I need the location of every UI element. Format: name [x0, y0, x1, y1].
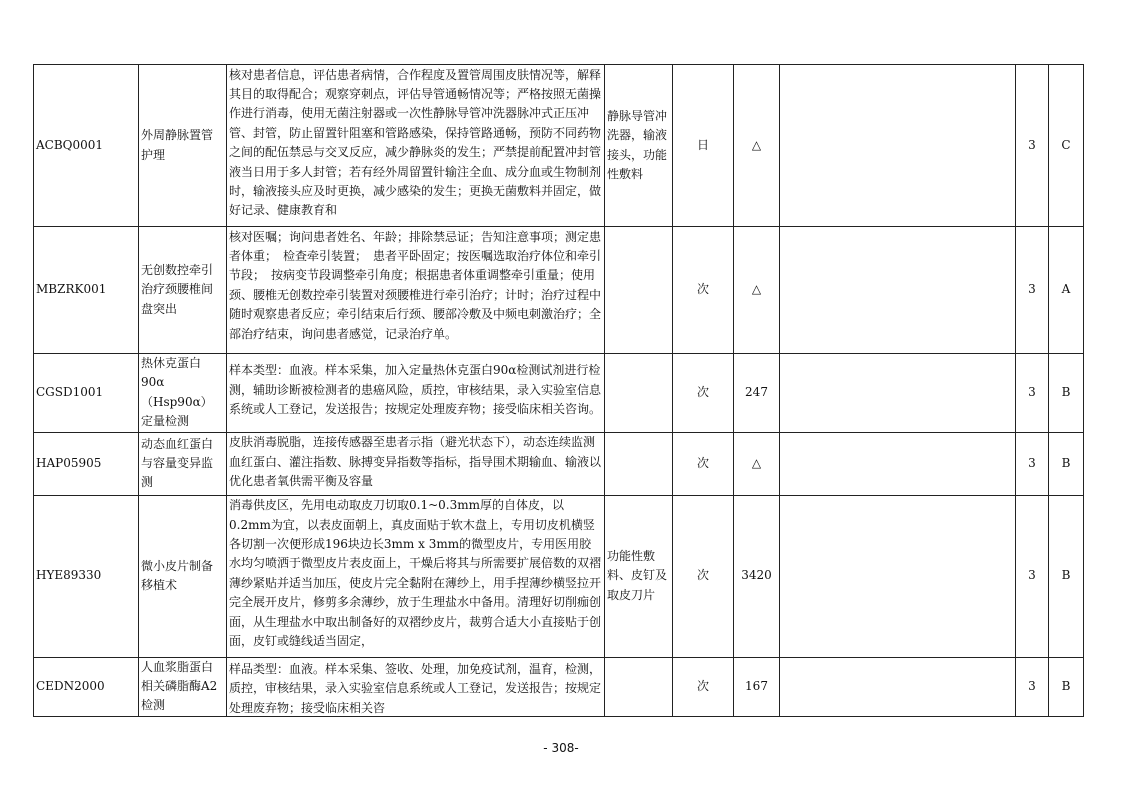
item-level: 3 [1016, 227, 1049, 354]
item-price: 247 [734, 354, 780, 433]
item-description [227, 227, 605, 354]
item-grade: B [1049, 495, 1084, 657]
item-name: 外周静脉置管护理 [139, 65, 227, 227]
table-row [34, 354, 1084, 433]
item-description-text: 样本类型：血液。样本采集，加入定量热休克蛋白90α检测试剂进行检测，辅助诊断被检测者的患癌风险，质控，审核结果，录入实验室信息系统或人工登记，发送报告；按规定处理废弃物；接受临床相关咨询。 [229, 363, 602, 417]
item-grade: B [1049, 432, 1084, 495]
item-name: 无创数控牵引治疗颈腰椎间盘突出 [139, 227, 227, 354]
table-row [34, 65, 1084, 227]
item-description [227, 495, 605, 657]
item-description-text: 样品类型：血液。样本采集、签收、处理，加免疫试剂，温育，检测，质控，审核结果，录入实验室信息系统或人工登记，发送报告；按规定处理废弃物；接受临床相关咨 [229, 661, 602, 714]
item-grade: B [1049, 657, 1084, 716]
item-grade: A [1049, 227, 1084, 354]
item-unit: 次 [673, 432, 734, 495]
item-excluded-materials [605, 227, 673, 354]
item-code: CGSD1001 [34, 354, 139, 433]
item-grade: B [1049, 354, 1084, 433]
item-level: 3 [1016, 65, 1049, 227]
item-description-text: 皮肤消毒脱脂，连接传感器至患者示指（避光状态下），动态连续监测血红蛋白、灌注指数、脉搏变异指数等指标，指导围术期输血、输液以优化患者氧供需平衡及容量 [229, 435, 602, 488]
item-unit: 次 [673, 227, 734, 354]
item-note [780, 227, 1016, 354]
item-grade: C [1049, 65, 1084, 227]
item-code: ACBQ0001 [34, 65, 139, 227]
item-code: HAP05905 [34, 432, 139, 495]
item-description [227, 354, 605, 433]
item-note [780, 432, 1016, 495]
item-unit: 次 [673, 495, 734, 657]
item-code: MBZRK001 [34, 227, 139, 354]
item-name: 热休克蛋白90α（Hsp90α）定量检测 [139, 354, 227, 433]
item-unit: 次 [673, 657, 734, 716]
item-code: CEDN2000 [34, 657, 139, 716]
item-excluded-materials: 静脉导管冲洗器，输液接头，功能性敷料 [605, 65, 673, 227]
fee-table [33, 64, 1084, 717]
item-unit: 日 [673, 65, 734, 227]
page-number: - 308- [543, 741, 579, 755]
item-description-text: 消毒供皮区，先用电动取皮刀切取0.1~0.3mm厚的自体皮，以0.2mm为宜，以表皮面朝上，真皮面贴于软木盘上，专用切皮机横竖各切割一次便形成196块边长3mm x 3mm的微型皮片，专用医用胶水均匀喷洒于微型皮片表皮面上，干燥后将其与所需要扩展倍数的双褶薄纱紧贴并适当加压，使皮片完全黏附在薄纱上，用手捏薄纱横竖拉开完全展开皮片，修剪多余薄纱，放于生理盐水中备用。清理好切削痂创面，从生理盐水中取出制备好的双褶纱皮片，裁剪合适大小直接贴于创面，皮钉或缝线适当固定， [229, 498, 602, 648]
item-description [227, 65, 605, 227]
item-excluded-materials [605, 354, 673, 433]
item-name: 人血浆脂蛋白相关磷脂酶A2检测 [139, 657, 227, 716]
item-unit: 次 [673, 354, 734, 433]
table-row [34, 495, 1084, 657]
item-code: HYE89330 [34, 495, 139, 657]
item-price: 167 [734, 657, 780, 716]
item-price: △ [734, 65, 780, 227]
item-level: 3 [1016, 432, 1049, 495]
item-note [780, 65, 1016, 227]
item-note [780, 354, 1016, 433]
item-description-text: 核对患者信息，评估患者病情，合作程度及置管周围皮肤情况等，解释其目的取得配合；观察穿刺点，评估导管通畅情况等；严格按照无菌操作进行消毒，使用无菌注射器或一次性静脉导管冲洗器脉冲式正压冲管、封管，防止留置针阻塞和管路感染，保持管路通畅，预防不同药物之间的配伍禁忌与交叉反应，减少静脉炎的发生；严禁提前配置冲封管液当日用于多人封管；若有经外周留置针输注全血、成分血或生物制剂时，输液接头应及时更换，减少感染的发生；更换无菌敷料并固定，做好记录、健康教育和 [229, 67, 602, 218]
table-body [34, 65, 1084, 717]
item-level: 3 [1016, 657, 1049, 716]
item-note [780, 657, 1016, 716]
item-price: △ [734, 227, 780, 354]
item-price: △ [734, 432, 780, 495]
table-row [34, 432, 1084, 495]
item-price: 3420 [734, 495, 780, 657]
item-level: 3 [1016, 354, 1049, 433]
item-note [780, 495, 1016, 657]
item-excluded-materials [605, 657, 673, 716]
item-name: 动态血红蛋白与容量变异监测 [139, 432, 227, 495]
table-row [34, 657, 1084, 716]
item-excluded-materials [605, 432, 673, 495]
item-level: 3 [1016, 495, 1049, 657]
table-row [34, 227, 1084, 354]
item-description [227, 432, 605, 495]
item-name: 微小皮片制备移植术 [139, 495, 227, 657]
item-excluded-materials: 功能性敷料、皮钉及取皮刀片 [605, 495, 673, 657]
item-description [227, 657, 605, 716]
item-description-text: 核对医嘱；询问患者姓名、年龄；排除禁忌证；告知注意事项；测定患者体重； 检查牵引装置； 患者平卧固定；按医嘱选取治疗体位和牵引节段； 按病变节段调整牵引角度；根据患者体重调整牵引重量；使用颈、腰椎无创数控牵引装置对颈腰椎进行牵引治疗；计时；治疗过程中随时观察患者反应；牵引结束后行颈、腰部冷敷及中频电刺激治疗；全部治疗结束，询问患者感觉，记录治疗单。 [229, 229, 602, 341]
